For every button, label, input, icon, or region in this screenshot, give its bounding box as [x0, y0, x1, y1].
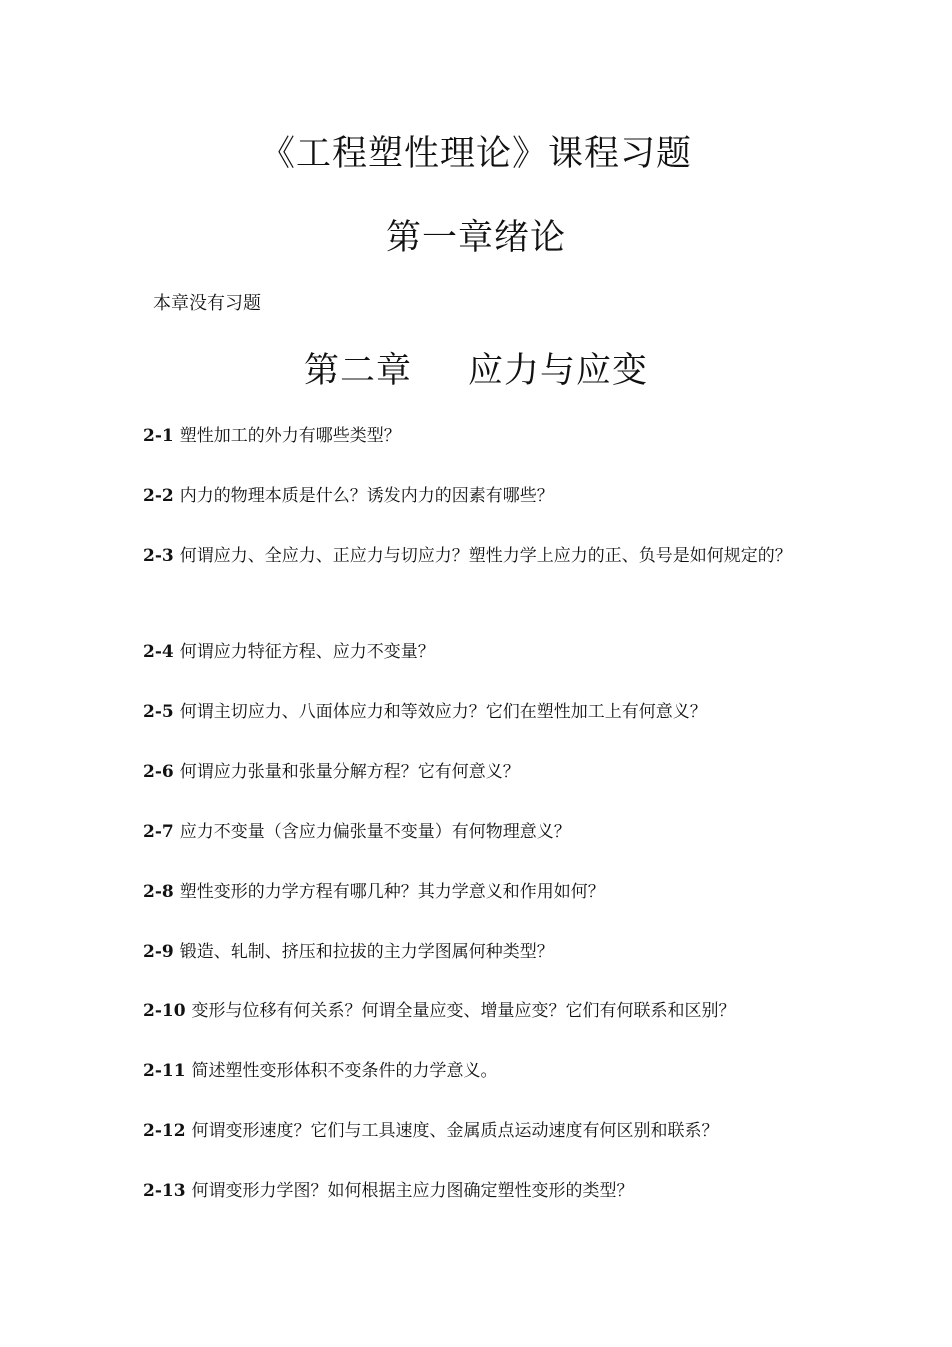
question-item — [143, 872, 823, 912]
question-text: 何谓变形速度？它们与工具速度、金属质点运动速度有何区别和联系？ — [191, 1121, 719, 1141]
question-number: 2-5 — [143, 702, 174, 722]
question-text: 何谓主切应力、八面体应力和等效应力？它们在塑性加工上有何意义？ — [179, 702, 707, 722]
chapter-2-heading — [0, 347, 952, 395]
chapter-1-note: 本章没有习题 — [153, 293, 261, 314]
question-text: 应力不变量（含应力偏张量不变量）有何物理意义？ — [179, 822, 571, 842]
question-number: 2-8 — [143, 882, 174, 902]
question-number: 2-11 — [143, 1061, 186, 1081]
question-item — [143, 476, 823, 516]
question-number: 2-6 — [143, 762, 174, 782]
question-number: 2-10 — [143, 1001, 186, 1021]
chapter-2-number: 第二章 — [303, 351, 412, 391]
question-text: 塑性变形的力学方程有哪几种？其力学意义和作用如何？ — [179, 882, 605, 902]
question-number: 2-2 — [143, 486, 174, 506]
question-item — [143, 1111, 823, 1151]
question-item — [143, 632, 823, 672]
question-number: 2-12 — [143, 1121, 186, 1141]
question-number: 2-1 — [143, 426, 174, 446]
question-item — [143, 991, 823, 1031]
document-title: 《工程塑性理论》课程习题 — [259, 134, 692, 174]
question-number: 2-3 — [143, 546, 174, 566]
question-text: 内力的物理本质是什么？诱发内力的因素有哪些？ — [179, 486, 554, 506]
question-text: 何谓应力特征方程、应力不变量？ — [179, 642, 435, 662]
question-text: 塑性加工的外力有哪些类型？ — [179, 426, 401, 446]
chapter-2-title: 应力与应变 — [468, 351, 649, 391]
question-item — [143, 752, 823, 792]
question-item — [143, 692, 823, 732]
question-item — [143, 536, 823, 576]
question-number: 2-7 — [143, 822, 174, 842]
question-item — [143, 1051, 823, 1091]
question-item — [143, 812, 823, 852]
question-text: 简述塑性变形体积不变条件的力学意义。 — [191, 1061, 498, 1081]
question-text: 何谓变形力学图？如何根据主应力图确定塑性变形的类型？ — [191, 1181, 634, 1201]
question-number: 2-13 — [143, 1181, 186, 1201]
question-item — [143, 416, 823, 456]
question-text: 何谓应力、全应力、正应力与切应力？塑性力学上应力的正、负号是如何规定的？ — [179, 546, 792, 566]
chapter-1-heading: 第一章绪论 — [385, 218, 566, 258]
question-text: 锻造、轧制、挤压和拉拔的主力学图属何种类型？ — [179, 942, 554, 962]
question-number: 2-9 — [143, 942, 174, 962]
question-text: 变形与位移有何关系？何谓全量应变、增量应变？它们有何联系和区别？ — [191, 1001, 736, 1021]
question-item — [143, 1171, 823, 1211]
question-number: 2-4 — [143, 642, 174, 662]
question-item — [143, 932, 823, 972]
question-text: 何谓应力张量和张量分解方程？它有何意义？ — [179, 762, 520, 782]
